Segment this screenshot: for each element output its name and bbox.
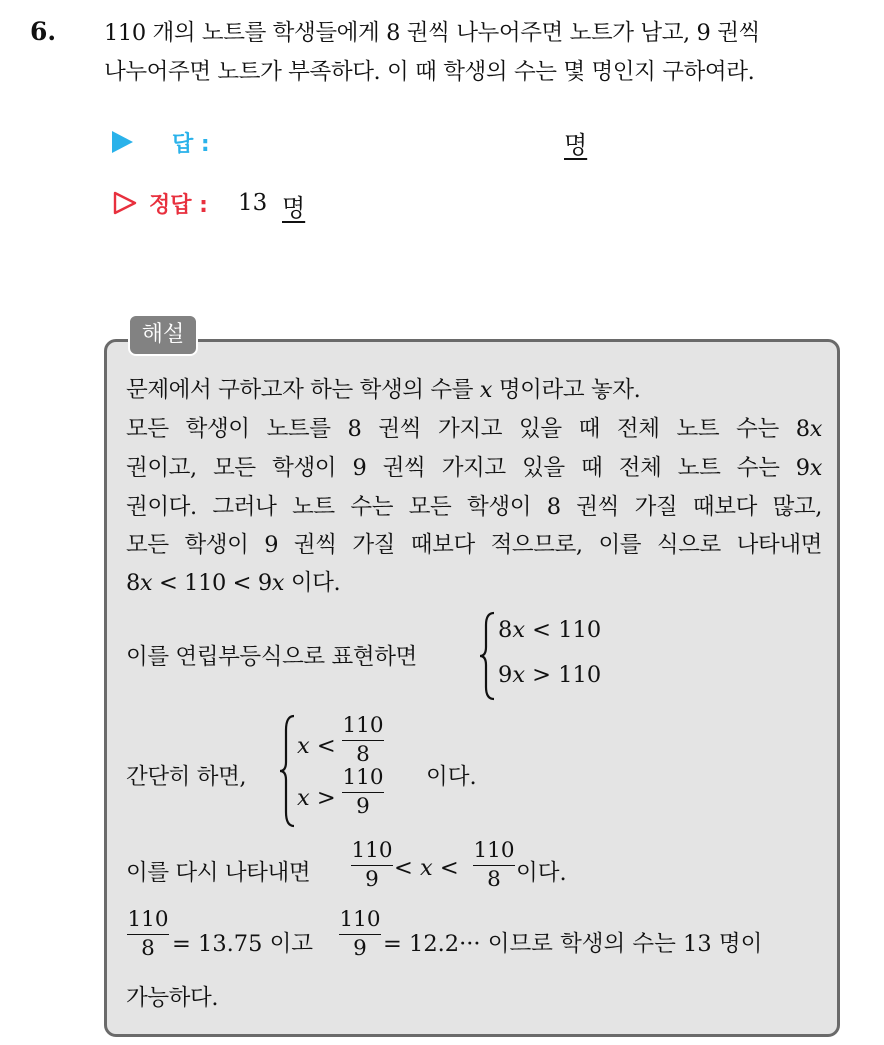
question-text — [104, 14, 874, 92]
correct-answer-label: 정답 : — [149, 193, 208, 218]
compute-fraction-1: 110 8 — [127, 907, 169, 961]
restate-middle: < x < — [394, 855, 459, 881]
explanation-line-6: 8x < 110 < 9x 이다. — [126, 570, 341, 596]
question-line-1: 110 개의 노트를 학생들에게 8 권씩 나누어주면 노트가 남고, 9 권씩 — [104, 20, 760, 46]
system-brace — [478, 611, 498, 701]
explanation-line-1: 문제에서 구하고자 하는 학생의 수를 x 명이라고 놓자. — [126, 377, 641, 403]
outline-triangle-icon — [112, 190, 138, 216]
restate-fraction-2: 110 8 — [473, 838, 515, 892]
simplified-2-lhs: x > — [297, 785, 336, 811]
explanation-line-2: 모든 학생이 노트를 8 권씩 가지고 있을 때 전체 노트 수는 8x — [126, 416, 822, 442]
explanation-last-line: 가능하다. — [126, 985, 219, 1011]
correct-answer-unit: 명 — [282, 194, 306, 222]
restate-fraction-1: 110 9 — [351, 838, 393, 892]
explanation-line-4: 권이다. 그러나 노트 수는 모든 학생이 8 권씩 가질 때보다 많고, — [126, 494, 822, 520]
simplified-1-fraction: 110 8 — [342, 713, 384, 767]
simplify-end: 이다. — [426, 764, 477, 790]
answer-row — [112, 127, 612, 163]
play-triangle-icon — [112, 131, 133, 153]
correct-answer-row — [112, 188, 512, 224]
system-intro: 이를 연립부등식으로 표현하면 — [126, 644, 417, 670]
simplified-2-fraction: 110 9 — [342, 765, 384, 819]
system-inequality-2: 9x > 110 — [498, 662, 602, 688]
simplified-1-lhs: x < — [297, 733, 336, 759]
restate-end: 이다. — [516, 860, 567, 886]
simplified-brace — [278, 714, 298, 828]
compute-fraction-2: 110 9 — [339, 907, 381, 961]
compute-middle: = 13.75 이고 — [172, 931, 314, 957]
problem-number: 6. — [30, 17, 57, 46]
explanation-tag: 해설 — [128, 314, 198, 356]
answer-label: 답 : — [172, 132, 210, 157]
question-line-2: 나누어주면 노트가 부족하다. 이 때 학생의 수는 몇 명인지 구하여라. — [104, 59, 755, 85]
explanation-line-3: 권이고, 모든 학생이 9 권씩 가지고 있을 때 전체 노트 수는 9x — [126, 455, 822, 481]
restate-intro: 이를 다시 나타내면 — [126, 860, 311, 886]
system-inequality-1: 8x < 110 — [498, 617, 602, 643]
compute-end: = 12.2··· 이므로 학생의 수는 13 명이 — [383, 931, 763, 957]
explanation-line-5: 모든 학생이 9 권씩 가질 때보다 적으므로, 이를 식으로 나타내면 — [126, 532, 822, 558]
simplify-intro: 간단히 하면, — [126, 764, 247, 790]
answer-unit: 명 — [564, 131, 588, 159]
correct-answer-value: 13 — [238, 190, 268, 216]
